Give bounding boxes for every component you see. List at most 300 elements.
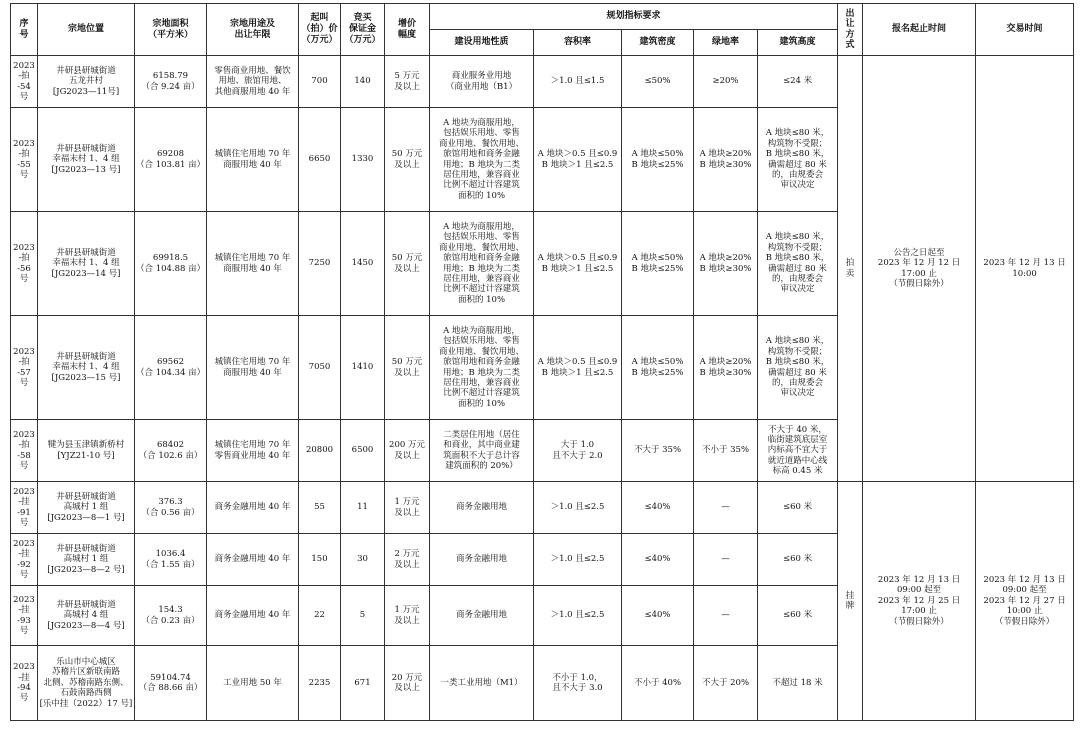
text-line: 及以上 (394, 159, 420, 170)
text-line: 高城村 1 组 (63, 554, 109, 565)
text-line: 旅馆用地和商务金融 (443, 253, 520, 264)
cell-seq (11, 420, 38, 482)
text-line: A 地块为商服用地， (443, 118, 520, 129)
text-line: 审议决定 (780, 284, 815, 295)
cell-start-price: 7050 (299, 316, 341, 420)
text-line: 出让年限 (234, 29, 271, 40)
cell-green (694, 56, 758, 108)
text-line: 让 (845, 19, 855, 30)
text-line: 2023 年 12 月 27 日 (983, 595, 1066, 606)
cell-land-nature (430, 420, 534, 482)
text-line: B 地块≤25% (631, 159, 684, 170)
text-line: B 地块≥30% (699, 367, 752, 378)
text-line: 的，由规委会 (772, 273, 824, 284)
text-line: 北侧、苏稽南路东侧、 (43, 677, 129, 688)
cell-use (207, 482, 299, 534)
cell-start-price: 20800 (299, 420, 341, 482)
cell-deposit: 1330 (341, 108, 385, 212)
text-line: 居住用地，兼容商业 (443, 273, 520, 284)
cell-area (135, 420, 207, 482)
cell-seq (11, 534, 38, 586)
text-line: 居住用地，兼容商业 (443, 169, 520, 180)
text-line: 1 万元 (394, 605, 420, 616)
text-line: （合 88.66 亩） (138, 683, 203, 693)
cell-method (838, 56, 863, 482)
text-line: 确需超过 80 米 (768, 263, 827, 274)
cell-location (38, 586, 135, 646)
text-line: 审议决定 (780, 180, 815, 191)
cell-deposit: 11 (341, 482, 385, 534)
cell-location (38, 482, 135, 534)
text-line: （商业用地（B1） (445, 81, 518, 92)
cell-location (38, 646, 135, 721)
text-line: 69562 (156, 357, 185, 368)
text-line: 09:00 起至 (896, 585, 942, 596)
text-line: — (721, 502, 730, 513)
text-line: -挂 (18, 497, 30, 508)
text-line: 2023 (13, 594, 35, 605)
text-line: （拍）价 (301, 24, 338, 35)
text-line: 拍 (845, 258, 855, 269)
text-line: 20 万元 (391, 672, 423, 683)
cell-increment (385, 316, 430, 420)
text-line: -91 (17, 507, 31, 518)
text-line: A 地块≥20% (699, 253, 752, 264)
text-line: -挂 (18, 549, 30, 560)
text-line: （万元） (344, 34, 381, 45)
cell-height (758, 212, 838, 316)
land-transfer-table (10, 3, 1074, 721)
cell-deposit: 6500 (341, 420, 385, 482)
text-line: 幸福末村 1、4 组 (52, 362, 120, 373)
header-height: 建筑高度 (758, 30, 838, 56)
text-line: B 地块≥30% (699, 263, 752, 274)
cell-density (622, 56, 694, 108)
header-method (838, 4, 863, 56)
text-line: -拍 (18, 149, 30, 160)
text-line: 宗地面积 (152, 18, 189, 29)
text-line: ≤40% (644, 610, 671, 621)
cell-far (534, 316, 622, 420)
text-line: B 地块≥30% (699, 159, 752, 170)
cell-far (534, 212, 622, 316)
text-line: 城镇住宅用地 70 年 (214, 440, 291, 451)
cell-seq (11, 586, 38, 646)
cell-location (38, 108, 135, 212)
text-line: 犍为县玉津镇新桥村 (47, 440, 125, 451)
text-line: [JG2023—8—1 号] (47, 512, 125, 523)
text-line: 商务金融用地 (455, 502, 507, 513)
text-line: 09:00 起至 (1002, 585, 1047, 596)
text-line: B 地块≤25% (631, 367, 684, 378)
text-line: — (721, 554, 730, 565)
cell-green (694, 316, 758, 420)
cell-deposit: 1450 (341, 212, 385, 316)
cell-increment (385, 646, 430, 721)
table-row (11, 56, 1074, 108)
cell-start-price: 2235 (299, 646, 341, 721)
text-line: A 地块为商服用地， (443, 326, 520, 337)
text-line: 号 (19, 569, 29, 580)
text-line: 大于 1.0 (560, 440, 595, 451)
text-line: 及以上 (394, 507, 420, 518)
header-use (207, 4, 299, 56)
cell-height (758, 586, 838, 646)
text-line: — (721, 610, 730, 621)
cell-increment (385, 534, 430, 586)
cell-height (758, 420, 838, 482)
cell-reg-time (863, 56, 976, 482)
cell-trade-time (976, 482, 1074, 721)
cell-use (207, 586, 299, 646)
cell-land-nature (430, 482, 534, 534)
text-line: 69208 (156, 149, 185, 160)
text-line: [JG2023—8—2 号] (47, 564, 125, 575)
cell-height (758, 646, 838, 721)
cell-green (694, 420, 758, 482)
cell-area (135, 56, 207, 108)
header-location: 宗地位置 (38, 4, 135, 56)
text-line: 商业服务业用地 (451, 71, 512, 82)
text-line: A 地块＞0.5 且≤0.9 (537, 357, 618, 368)
header-seq (11, 4, 38, 56)
text-line: B 地块≤80 米， (765, 253, 830, 264)
text-line: 临街建筑底层室 (767, 434, 828, 445)
header-reg-time: 报名起止时间 (863, 4, 976, 56)
text-line: 井研县研城街道 (56, 143, 116, 154)
text-line: 用地、旅馆用地、 (218, 76, 287, 87)
text-line: 五龙井村 (68, 76, 103, 87)
cell-height (758, 534, 838, 586)
text-line: -挂 (18, 672, 30, 683)
text-line: ≤40% (644, 502, 671, 513)
text-line: ≤24 米 (782, 76, 813, 87)
text-line: 及以上 (394, 450, 420, 461)
text-line: 牌 (845, 601, 855, 611)
text-line: 2023 (13, 662, 35, 673)
text-line: 井研县研城街道 (56, 65, 116, 76)
cell-height (758, 482, 838, 534)
text-line: 起叫 (310, 13, 329, 24)
text-line: 不大于 40 米， (768, 424, 827, 435)
text-line: 其他商服用地 40 年 (214, 86, 291, 97)
text-line: 17:00 止 (901, 606, 937, 617)
text-line: -93 (17, 615, 31, 626)
text-line: 的，由规委会 (772, 169, 824, 180)
text-line: （合 102.6 亩） (138, 450, 203, 461)
text-line: -拍 (18, 440, 30, 451)
text-line: 幅度 (397, 29, 416, 40)
text-line: 5 万元 (394, 71, 420, 82)
cell-seq (11, 56, 38, 108)
cell-green (694, 534, 758, 586)
text-line: -拍 (18, 253, 30, 264)
header-area (135, 4, 207, 56)
cell-density (622, 646, 694, 721)
text-line: A 地块≤50% (631, 253, 684, 264)
text-line: 50 万元 (391, 149, 423, 160)
text-line: -94 (17, 683, 31, 693)
text-line: 工业用地 50 年 (223, 677, 282, 688)
text-line: ≤40% (644, 554, 671, 565)
text-line: 2 万元 (394, 549, 420, 560)
cell-land-nature (430, 586, 534, 646)
text-line: 面积的 10% (457, 294, 506, 305)
text-line: 6158.79 (152, 71, 189, 82)
text-line: -54 (17, 81, 31, 92)
text-line: 及以上 (394, 81, 420, 92)
header-increment (385, 4, 430, 56)
header-start-price (299, 4, 341, 56)
text-line: -57 (17, 367, 31, 378)
text-line: 筑面积不大于总计容 (443, 450, 520, 461)
text-line: 号 (19, 693, 29, 704)
text-line: 2023 (13, 538, 35, 549)
header-density: 建筑密度 (622, 30, 694, 56)
text-line: A 地块≤80 米， (765, 128, 830, 139)
text-line: 竞买 (353, 13, 372, 24)
cell-density (622, 586, 694, 646)
text-line: ＞1.0 且≤2.5 (550, 610, 605, 621)
cell-seq (11, 646, 38, 721)
text-line: 用地；B 地块为二类 (443, 367, 520, 378)
cell-deposit: 140 (341, 56, 385, 108)
text-line: 不大于 20% (701, 677, 750, 688)
text-line: -56 (17, 263, 31, 274)
text-line: 及以上 (394, 263, 420, 274)
text-line: 号 (19, 625, 29, 636)
text-line: 公告之日起至 (893, 247, 945, 258)
text-line: 不小于 1.0， (552, 672, 603, 683)
table-row (11, 482, 1074, 534)
text-line: 17:00 止 (901, 268, 937, 279)
cell-green (694, 212, 758, 316)
cell-area (135, 534, 207, 586)
text-line: 2023 年 12 月 13 日 (983, 258, 1066, 269)
text-line: 构筑物不受限； (767, 346, 828, 357)
text-line: 及以上 (394, 559, 420, 570)
text-line: 2023 (13, 60, 35, 71)
text-line: A 地块≤50% (631, 149, 684, 160)
text-line: 号 (19, 29, 29, 40)
cell-density (622, 482, 694, 534)
cell-use (207, 534, 299, 586)
text-line: 乐山市中心城区 (56, 657, 116, 668)
text-line: 商服用地 40 年 (223, 367, 282, 378)
text-line: -92 (17, 559, 31, 570)
text-line: 和商业，其中商业建 (443, 440, 520, 451)
text-line: 号 (19, 169, 29, 180)
cell-seq (11, 316, 38, 420)
text-line: 10:00 止 (1006, 606, 1043, 617)
text-line: 及以上 (394, 683, 420, 693)
header-deposit (341, 4, 385, 56)
text-line: 2023 年 12 月 13 日 (983, 575, 1066, 586)
text-line: ≤60 米 (782, 554, 813, 565)
cell-location (38, 420, 135, 482)
text-line: 幸福末村 1、4 组 (52, 154, 120, 165)
cell-far (534, 108, 622, 212)
text-line: B 地块＞1 且≤2.5 (541, 367, 614, 378)
cell-increment (385, 420, 430, 482)
cell-density (622, 316, 694, 420)
cell-trade-time (976, 56, 1074, 482)
cell-area (135, 646, 207, 721)
text-line: 井研县研城街道 (56, 599, 116, 610)
text-line: B 地块＞1 且≤2.5 (541, 263, 614, 274)
text-line: 高城村 1 组 (63, 502, 109, 513)
text-line: 号 (19, 377, 29, 388)
cell-land-nature (430, 108, 534, 212)
text-line: 内标高不宜大于 (767, 445, 828, 456)
cell-far (534, 534, 622, 586)
text-line: 不小于 35% (701, 445, 750, 456)
text-line: 不小于 40% (633, 677, 682, 688)
text-line: B 地块≤25% (631, 263, 684, 274)
cell-land-nature (430, 646, 534, 721)
text-line: ＞1.0 且≤1.5 (550, 76, 605, 87)
header-land-nature: 建设用地性质 (430, 30, 534, 56)
text-line: （合 104.34 亩） (136, 367, 206, 378)
text-line: 比例不超过计容建筑 (443, 284, 520, 295)
cell-height (758, 56, 838, 108)
header-trade-time: 交易时间 (976, 4, 1074, 56)
text-line: 石鼓南路西侧 (60, 688, 112, 699)
text-line: 卖 (845, 268, 855, 279)
text-line: [JG2023—14 号] (51, 268, 121, 279)
text-line: 商务金融用地 (455, 610, 507, 621)
cell-deposit: 30 (341, 534, 385, 586)
text-line: A 地块＞0.5 且≤0.9 (537, 253, 618, 264)
cell-increment (385, 586, 430, 646)
text-line: 构筑物不受限； (767, 138, 828, 149)
text-line: 宗地用途及 (229, 18, 275, 29)
text-line: 2023 (13, 242, 35, 253)
cell-far (534, 56, 622, 108)
text-line: [YJZ21-10 号] (57, 450, 115, 461)
text-line: 商服用地 40 年 (223, 159, 282, 170)
cell-deposit: 671 (341, 646, 385, 721)
cell-location (38, 316, 135, 420)
text-line: 不超过 18 米 (772, 677, 823, 688)
cell-density (622, 108, 694, 212)
cell-location (38, 534, 135, 586)
text-line: 2023 (13, 138, 35, 149)
text-line: ≤60 米 (782, 502, 813, 513)
text-line: 建筑面积的 20%） (445, 460, 518, 471)
text-line: A 地块≤50% (631, 357, 684, 368)
text-line: 商业用地、餐饮用地、 (438, 346, 524, 357)
text-line: 且不大于 3.0 (552, 683, 603, 693)
cell-green (694, 586, 758, 646)
text-line: 用地；B 地块为二类 (443, 159, 520, 170)
text-line: 序 (19, 18, 29, 29)
cell-land-nature (430, 534, 534, 586)
text-line: A 地块＞0.5 且≤0.9 (537, 149, 618, 160)
text-line: 及以上 (394, 615, 420, 626)
cell-area (135, 586, 207, 646)
cell-increment (385, 108, 430, 212)
text-line: B 地块≤80 米， (765, 149, 830, 160)
text-line: 2023 (13, 486, 35, 497)
text-line: 一类工业用地（M1） (440, 677, 523, 688)
text-line: 59104.74 (150, 672, 191, 683)
text-line: （节假日除外） (994, 616, 1055, 627)
cell-seq (11, 108, 38, 212)
text-line: [JG2023—13 号] (51, 164, 121, 175)
text-line: 苏稽片区新联南路 (51, 667, 120, 678)
text-line: 保证金 (348, 24, 376, 35)
text-line: 井研县研城街道 (56, 543, 116, 554)
text-line: 井研县研城街道 (56, 491, 116, 502)
cell-use (207, 56, 299, 108)
table-body (11, 56, 1074, 721)
text-line: -拍 (18, 357, 30, 368)
text-line: 面积的 10% (457, 190, 506, 201)
text-line: （节假日除外） (889, 278, 949, 289)
text-line: （合 104.88 亩） (136, 263, 206, 274)
text-line: （合 1.55 亩） (141, 559, 200, 570)
cell-height (758, 108, 838, 212)
text-line: ≤50% (644, 76, 671, 87)
text-line: 挂 (845, 590, 855, 601)
text-line: 居住用地，兼容商业 (443, 377, 520, 388)
text-line: 号 (19, 273, 29, 284)
text-line: 井研县研城街道 (56, 351, 116, 362)
cell-green (694, 108, 758, 212)
text-line: 包括娱乐用地、零售 (443, 128, 520, 139)
text-line: A 地块≥20% (699, 357, 752, 368)
text-line: 标高 0.45 米 (772, 466, 823, 477)
text-line: ≤60 米 (782, 610, 813, 621)
text-line: 50 万元 (391, 357, 423, 368)
text-line: 方 (845, 29, 855, 40)
text-line: A 地块≤80 米， (765, 336, 830, 347)
text-line: 幸福末村 1、4 组 (52, 258, 120, 269)
text-line: -拍 (18, 71, 30, 82)
text-line: 高城村 4 组 (63, 610, 109, 621)
cell-land-nature (430, 56, 534, 108)
cell-density (622, 212, 694, 316)
text-line: ＞1.0 且≤2.5 (550, 502, 605, 513)
text-line: 2023 (13, 346, 35, 357)
cell-start-price: 6650 (299, 108, 341, 212)
text-line: B 地块≤80 米， (765, 357, 830, 368)
cell-increment (385, 56, 430, 108)
text-line: 商务金融用地 (455, 554, 507, 565)
cell-deposit: 5 (341, 586, 385, 646)
text-line: （节假日除外） (889, 616, 949, 627)
text-line: 就近道路中心线 (767, 455, 828, 466)
text-line: 且不大于 2.0 (552, 450, 603, 461)
cell-density (622, 420, 694, 482)
text-line: 审议决定 (780, 388, 815, 399)
text-line: 154.3 (158, 605, 183, 616)
text-line: 50 万元 (391, 253, 423, 264)
text-line: 二类居住用地（居住 (443, 429, 520, 440)
text-line: 商务金融用地 40 年 (214, 554, 291, 565)
text-line: 旅馆用地和商务金融 (443, 149, 520, 160)
cell-deposit: 1410 (341, 316, 385, 420)
text-line: 及以上 (394, 367, 420, 378)
text-line: [JG2023—8—4 号] (47, 620, 125, 631)
cell-land-nature (430, 316, 534, 420)
header-far: 容积率 (534, 30, 622, 56)
cell-seq (11, 482, 38, 534)
text-line: [JG2023—15 号] (51, 372, 121, 383)
cell-green (694, 646, 758, 721)
cell-start-price: 22 (299, 586, 341, 646)
